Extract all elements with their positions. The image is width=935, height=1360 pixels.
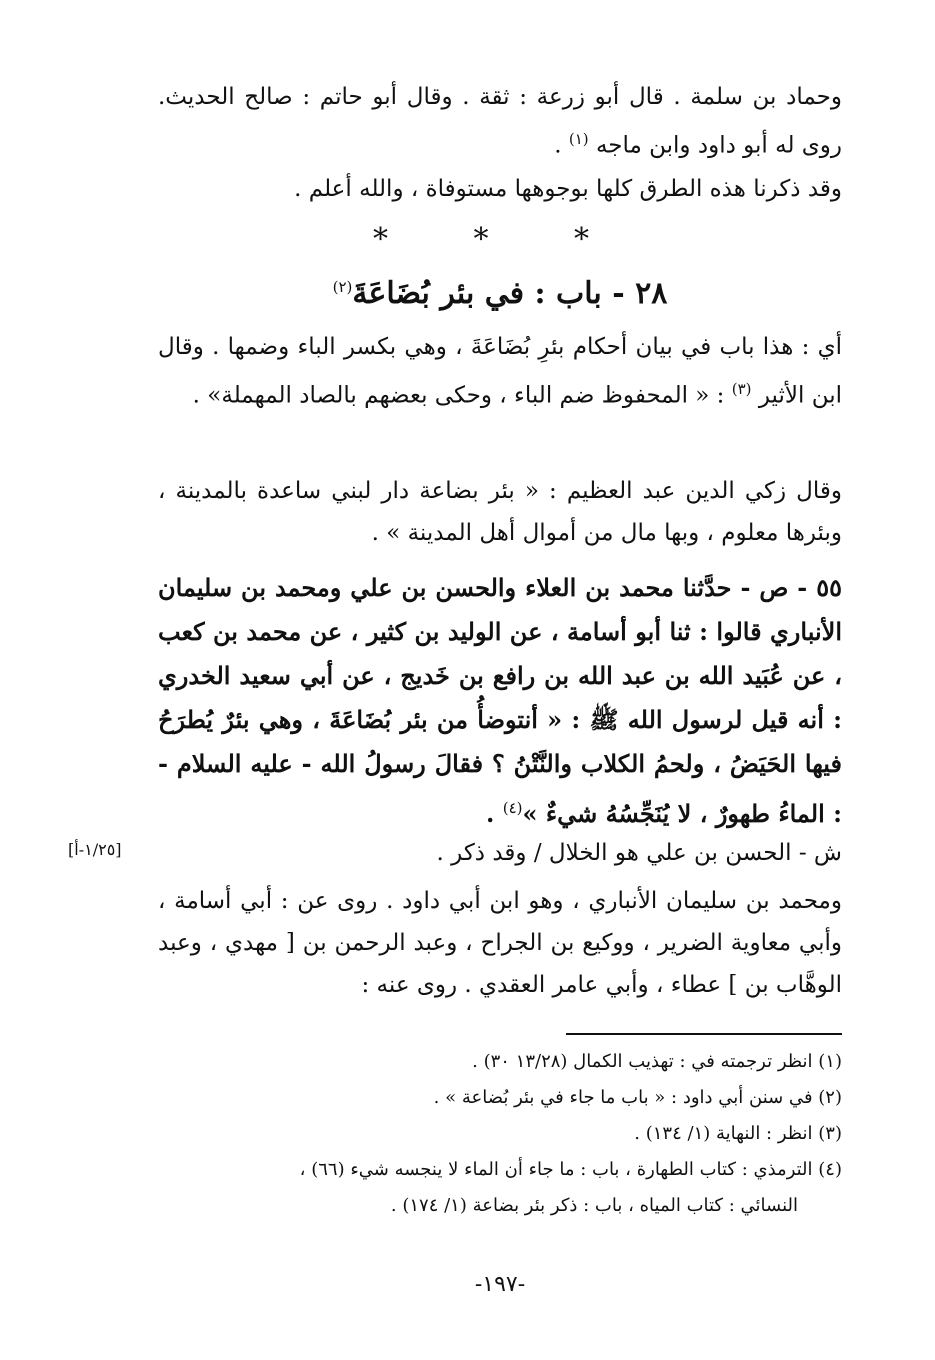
paragraph-text-continued: : « المحفوظ ضم الباء ، وحكى بعضهم بالصاد المهملة» . — [192, 382, 732, 409]
footnote-4: (٤) الترمذي : كتاب الطهارة ، باب : ما جاء أن الماء لا ينجسه شيء (٦٦) ، — [299, 1159, 842, 1180]
footnote-3: (٣) انظر : النهاية (١/ ١٣٤) . — [634, 1123, 842, 1144]
footnote-4-continuation: النسائي : كتاب المياه ، باب : ذكر بئر بضاعة (١/ ١٧٤) . — [390, 1195, 798, 1216]
paragraph-text: وحماد بن سلمة . قال أبو زرعة : ثقة . وقال أبو حاتم : صالح الحديث. روى له أبو داود وابن ماجه — [158, 84, 842, 159]
paragraph-text: أي : هذا باب في بيان أحكام بئرِ بُضَاعَةَ ، وهي بكسر الباء وضمها . وقال ابن الأثير — [158, 334, 842, 409]
paragraph-narrator-biography — [158, 880, 842, 1006]
paragraph-sharh-intro — [158, 832, 842, 874]
footnote-divider — [566, 1033, 842, 1035]
paragraph-chapter-explanation — [158, 326, 842, 417]
section-separator: * * * — [372, 222, 628, 257]
chapter-heading — [158, 264, 842, 317]
manuscript-folio-reference: [١/٢٥-أ] — [68, 840, 122, 859]
paragraph-text: ش - الحسن بن علي هو الخلال / وقد ذكر . — [436, 840, 842, 866]
paragraph-text: وقد ذكرنا هذه الطرق كلها بوجوهها مستوفاة ، والله أعلم . — [294, 176, 842, 202]
hadith-text-block — [158, 566, 842, 836]
footnote-2: (٢) في سنن أبي داود : « باب ما جاء في بئر بُضاعة » . — [433, 1087, 842, 1108]
paragraph-text: وقال زكي الدين عبد العظيم : « بئر بضاعة دار لبني ساعدة بالمدينة ، وبئرها معلوم ، وبها مال من أموال أهل المدينة » . — [158, 478, 842, 546]
paragraph-text: ومحمد بن سليمان الأنباري ، وهو ابن أبي داود . روى عن : أبي أسامة ، وأبي معاوية الضرير ، ووكيع بن الجراح ، وعبد الرحمن بن [ مهدي ، وعبد الوهَّاب بن ] عطاء ، وأبي عامر العقدي . روى عنه : — [158, 888, 842, 998]
footnote-marker-4[interactable]: (٤) — [502, 799, 523, 817]
paragraph-conclusion — [158, 168, 842, 210]
hadith-text: ٥٥ - ص - حدَّثنا محمد بن العلاء والحسن بن علي ومحمد بن سليمان الأنباري قالوا : ثنا أبو أسامة ، عن الوليد بن كثير ، عن محمد بن كعب ، عن عُبَيد الله بن عبد الله بن رافع بن خَديج ، عن أبي سعيد الخدري : أنه قيل لرسول الله ﷺ : « أنتوضأُ من بئر بُضَاعَةَ ، وهي بئرٌ يُطرَحُ فيها الحَيَضُ ، ولحمُ الكلاب والنَّتْنُ ؟ فقالَ رسولُ الله - عليه السلام - : الماءُ طهورٌ ، لا يُنَجِّسُهُ شيءٌ » — [158, 573, 842, 828]
footnote-1: (١) انظر ترجمته في : تهذيب الكمال (١٣/٢٨ ٣٠) . — [472, 1051, 842, 1072]
paragraph-zaki-aldin-quote — [158, 470, 842, 554]
footnote-marker-3[interactable]: (٣) — [731, 380, 752, 398]
footnote-marker-2[interactable]: (٢) — [332, 278, 353, 296]
paragraph-narrator-evaluation — [158, 76, 842, 167]
page-number: -١٩٧- — [474, 1272, 526, 1297]
paragraph-end: . — [554, 132, 569, 159]
footnotes-section — [158, 1044, 842, 1224]
hadith-end: . — [486, 799, 503, 828]
footnote-marker-1[interactable]: (١) — [568, 130, 589, 148]
chapter-title: ٢٨ - باب : في بئر بُضَاعَةَ — [352, 276, 668, 311]
